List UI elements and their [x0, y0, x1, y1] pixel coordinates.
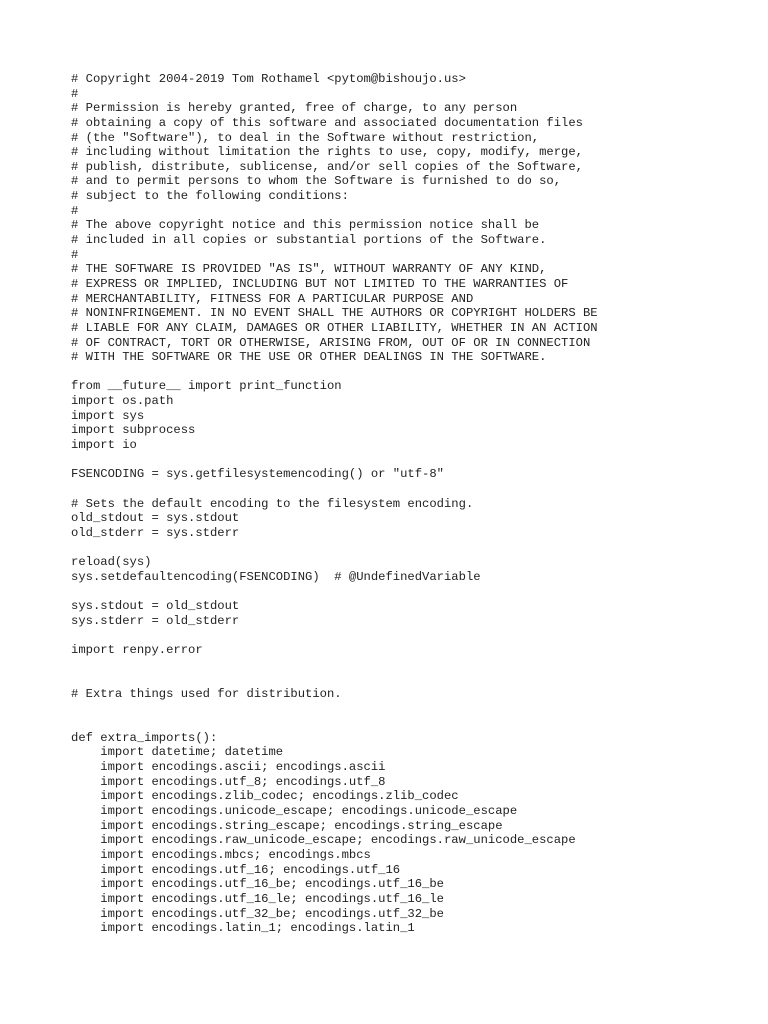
code-line: import encodings.mbcs; encodings.mbcs	[71, 847, 371, 862]
code-line: # EXPRESS OR IMPLIED, INCLUDING BUT NOT LIMITED TO THE WARRANTIES OF	[71, 276, 569, 291]
code-line: # obtaining a copy of this software and associated documentation files	[71, 115, 583, 130]
code-line: FSENCODING = sys.getfilesystemencoding() or "utf-8"	[71, 467, 444, 482]
code-line: import encodings.latin_1; encodings.latin_1	[71, 921, 415, 936]
code-line: # THE SOFTWARE IS PROVIDED "AS IS", WITHOUT WARRANTY OF ANY KIND,	[71, 262, 547, 277]
code-line: reload(sys)	[71, 555, 152, 570]
code-line: # publish, distribute, sublicense, and/or sell copies of the Software,	[71, 159, 583, 174]
code-line: import encodings.utf_16_be; encodings.utf_16_be	[71, 877, 444, 892]
code-listing	[71, 72, 598, 936]
code-line: # (the "Software"), to deal in the Software without restriction,	[71, 130, 540, 145]
code-line: #	[71, 203, 79, 218]
code-line: # MERCHANTABILITY, FITNESS FOR A PARTICULAR PURPOSE AND	[71, 291, 474, 306]
code-line: # OF CONTRACT, TORT OR OTHERWISE, ARISING FROM, OUT OF OR IN CONNECTION	[71, 335, 591, 350]
code-line: # Extra things used for distribution.	[71, 686, 342, 701]
code-line	[71, 628, 598, 643]
code-line: import encodings.ascii; encodings.ascii	[71, 760, 386, 775]
code-line: import subprocess	[71, 423, 196, 438]
code-line: # WITH THE SOFTWARE OR THE USE OR OTHER DEALINGS IN THE SOFTWARE.	[71, 350, 547, 365]
code-line: # LIABLE FOR ANY CLAIM, DAMAGES OR OTHER LIABILITY, WHETHER IN AN ACTION	[71, 320, 598, 335]
code-line: import encodings.unicode_escape; encodings.unicode_escape	[71, 804, 518, 819]
code-line: import encodings.string_escape; encodings.string_escape	[71, 818, 503, 833]
code-line: import encodings.utf_32_be; encodings.utf_32_be	[71, 906, 444, 921]
code-line: from __future__ import print_function	[71, 379, 342, 394]
code-line	[71, 716, 598, 731]
code-line	[71, 453, 598, 468]
code-line: import os.path	[71, 394, 174, 409]
code-line: import encodings.raw_unicode_escape; encodings.raw_unicode_escape	[71, 833, 576, 848]
code-line	[71, 365, 598, 380]
code-line: # NONINFRINGEMENT. IN NO EVENT SHALL THE AUTHORS OR COPYRIGHT HOLDERS BE	[71, 306, 598, 321]
code-line: old_stdout = sys.stdout	[71, 511, 240, 526]
code-line: # included in all copies or substantial portions of the Software.	[71, 233, 547, 248]
code-line: import datetime; datetime	[71, 745, 284, 760]
code-line	[71, 541, 598, 556]
code-line: import encodings.zlib_codec; encodings.zlib_codec	[71, 789, 459, 804]
code-line: sys.stderr = old_stderr	[71, 613, 240, 628]
code-line: sys.stdout = old_stdout	[71, 599, 240, 614]
code-line: import encodings.utf_16_le; encodings.utf_16_le	[71, 891, 444, 906]
code-line: #	[71, 86, 79, 101]
code-line: # Permission is hereby granted, free of charge, to any person	[71, 101, 518, 116]
code-line: old_stderr = sys.stderr	[71, 525, 240, 540]
code-line: import renpy.error	[71, 642, 203, 657]
code-line: import sys	[71, 408, 145, 423]
code-line	[71, 702, 598, 717]
code-line	[71, 482, 598, 497]
code-line: # Sets the default encoding to the filesystem encoding.	[71, 496, 474, 511]
code-line: sys.setdefaultencoding(FSENCODING) # @UndefinedVariable	[71, 569, 481, 584]
code-line: # including without limitation the rights to use, copy, modify, merge,	[71, 145, 583, 160]
code-line: # subject to the following conditions:	[71, 189, 349, 204]
code-line: import encodings.utf_8; encodings.utf_8	[71, 774, 386, 789]
code-line: # The above copyright notice and this permission notice shall be	[71, 218, 540, 233]
code-line: #	[71, 247, 79, 262]
code-line	[71, 584, 598, 599]
code-line	[71, 658, 598, 673]
code-line: def extra_imports():	[71, 730, 218, 745]
code-line: # Copyright 2004-2019 Tom Rothamel <pytom@bishoujo.us>	[71, 72, 466, 86]
code-line	[71, 672, 598, 687]
code-line: import io	[71, 438, 137, 453]
code-line: import encodings.utf_16; encodings.utf_16	[71, 862, 401, 877]
code-line: # and to permit persons to whom the Software is furnished to do so,	[71, 174, 562, 189]
